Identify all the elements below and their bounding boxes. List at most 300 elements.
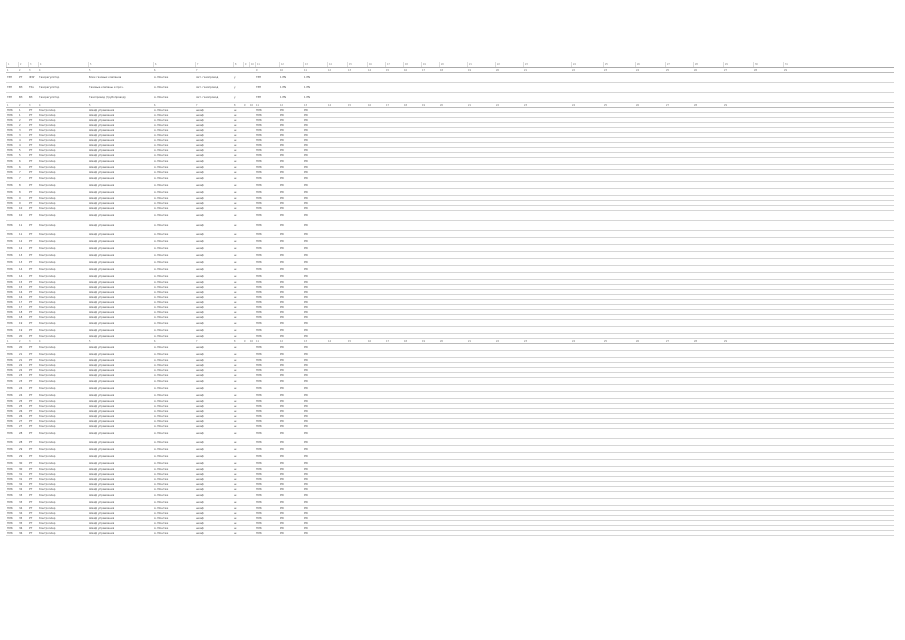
table-cell[interactable]: [403, 424, 421, 428]
table-cell[interactable]: [467, 404, 495, 408]
table-cell[interactable]: [571, 385, 603, 391]
table-cell[interactable]: [347, 368, 367, 372]
table-cell[interactable]: [347, 221, 367, 230]
table-cell[interactable]: PN: [304, 143, 308, 147]
table-cell[interactable]: PN: [280, 300, 284, 304]
table-cell[interactable]: [723, 521, 753, 525]
table-cell[interactable]: РТ: [29, 500, 33, 504]
table-cell[interactable]: [467, 273, 495, 279]
table-cell[interactable]: [347, 516, 367, 520]
table-cell[interactable]: PN: [304, 239, 308, 243]
table-cell[interactable]: шкаф: [196, 379, 204, 383]
table-cell[interactable]: А. Монтаж: [154, 345, 169, 349]
table-cell[interactable]: [571, 487, 603, 491]
table-cell[interactable]: А. Монтаж: [154, 280, 169, 284]
table-cell[interactable]: шкаф: [196, 274, 204, 278]
table-cell[interactable]: ПЛК: [7, 267, 13, 271]
table-cell[interactable]: [467, 334, 495, 338]
table-cell[interactable]: Шкаф управления: [89, 493, 115, 497]
table-cell[interactable]: 22: [19, 368, 23, 372]
table-cell[interactable]: [495, 499, 523, 505]
table-cell[interactable]: [523, 392, 571, 398]
table-cell[interactable]: ПЛК: [256, 290, 262, 294]
table-cell[interactable]: ПЛК: [7, 526, 13, 530]
table-cell[interactable]: [783, 453, 807, 459]
table-cell[interactable]: 20: [440, 103, 443, 107]
table-cell[interactable]: ПЛК: [256, 328, 262, 332]
table-cell[interactable]: 34: [19, 506, 23, 510]
table-cell[interactable]: [495, 108, 523, 112]
table-cell[interactable]: Шкаф управления: [89, 424, 115, 428]
table-cell[interactable]: Шкаф управления: [89, 260, 115, 264]
table-cell[interactable]: [571, 446, 603, 452]
table-cell[interactable]: РТ: [29, 358, 33, 362]
table-cell[interactable]: [385, 506, 403, 510]
table-cell[interactable]: [693, 175, 723, 181]
table-cell[interactable]: ш: [234, 379, 237, 383]
table-cell[interactable]: [367, 165, 385, 169]
table-cell[interactable]: PN: [304, 482, 308, 486]
table-cell[interactable]: ш: [234, 133, 237, 137]
table-cell[interactable]: [467, 429, 495, 438]
table-cell[interactable]: PN: [304, 506, 308, 510]
table-cell[interactable]: [347, 327, 367, 333]
table-cell[interactable]: [421, 165, 439, 169]
table-cell[interactable]: [571, 108, 603, 112]
table-cell[interactable]: [403, 358, 421, 362]
table-cell[interactable]: PN: [280, 153, 284, 157]
table-cell[interactable]: [665, 511, 693, 515]
table-cell[interactable]: [783, 143, 807, 147]
table-cell[interactable]: [571, 153, 603, 157]
table-cell[interactable]: Шкаф управления: [89, 472, 115, 476]
table-cell[interactable]: Шкаф управления: [89, 128, 115, 132]
table-cell[interactable]: [523, 221, 571, 230]
table-cell[interactable]: [421, 526, 439, 530]
table-cell[interactable]: [571, 477, 603, 481]
table-cell[interactable]: А. Монтаж: [154, 300, 169, 304]
table-cell[interactable]: [783, 368, 807, 372]
table-cell[interactable]: Контроллер: [39, 393, 56, 397]
table-cell[interactable]: [403, 385, 421, 391]
column-header-cell[interactable]: 11: [255, 62, 279, 67]
table-cell[interactable]: Шкаф управления: [89, 315, 115, 319]
table-cell[interactable]: [665, 196, 693, 200]
table-cell[interactable]: [523, 453, 571, 459]
table-cell[interactable]: РТ: [29, 232, 33, 236]
table-cell[interactable]: [571, 252, 603, 258]
table-cell[interactable]: [327, 392, 347, 398]
table-cell[interactable]: ш: [234, 358, 237, 362]
table-cell[interactable]: PN: [304, 432, 308, 435]
table-cell[interactable]: [385, 196, 403, 200]
table-cell[interactable]: [421, 158, 439, 164]
table-cell[interactable]: [665, 467, 693, 471]
table-cell[interactable]: [439, 273, 467, 279]
table-cell[interactable]: А. Монтаж: [154, 295, 169, 299]
table-cell[interactable]: Шкаф управления: [89, 290, 115, 294]
table-cell[interactable]: [439, 148, 467, 152]
table-cell[interactable]: 10: [250, 339, 253, 343]
table-cell[interactable]: [467, 506, 495, 510]
table-cell[interactable]: ш: [234, 190, 237, 194]
table-cell[interactable]: ПЛК: [256, 447, 262, 451]
table-cell[interactable]: Шкаф управления: [89, 224, 115, 227]
table-cell[interactable]: PN: [304, 334, 308, 338]
table-cell[interactable]: [327, 385, 347, 391]
table-cell[interactable]: [385, 175, 403, 181]
table-cell[interactable]: Контроллер: [39, 461, 56, 465]
table-cell[interactable]: PN: [280, 414, 284, 418]
table-cell[interactable]: [753, 211, 783, 220]
table-cell[interactable]: [403, 211, 421, 220]
table-cell[interactable]: 12: [19, 239, 23, 243]
table-cell[interactable]: [723, 392, 753, 398]
table-cell[interactable]: [783, 526, 807, 530]
table-cell[interactable]: [403, 300, 421, 304]
table-cell[interactable]: ПЛК: [256, 295, 262, 299]
table-cell[interactable]: ПЛК: [256, 196, 262, 200]
table-cell[interactable]: [347, 182, 367, 188]
table-cell[interactable]: [753, 351, 783, 357]
table-cell[interactable]: А. Монтаж: [154, 176, 169, 180]
table-cell[interactable]: [665, 73, 693, 82]
table-cell[interactable]: PN: [280, 159, 284, 163]
table-cell[interactable]: [635, 460, 665, 466]
table-cell[interactable]: ш: [234, 461, 237, 465]
table-cell[interactable]: 23: [19, 379, 23, 383]
table-cell[interactable]: [347, 472, 367, 476]
table-cell[interactable]: [523, 363, 571, 367]
table-cell[interactable]: [783, 516, 807, 520]
table-cell[interactable]: [523, 273, 571, 279]
column-header-cell[interactable]: 15: [347, 62, 367, 67]
table-cell[interactable]: [327, 206, 347, 210]
table-cell[interactable]: ПЛК: [7, 424, 13, 428]
table-cell[interactable]: шкаф: [196, 310, 204, 314]
table-cell[interactable]: [693, 221, 723, 230]
table-cell[interactable]: [421, 446, 439, 452]
table-cell[interactable]: [495, 378, 523, 384]
table-cell[interactable]: [571, 521, 603, 525]
table-cell[interactable]: ПЛК: [7, 290, 13, 294]
table-cell[interactable]: [693, 300, 723, 304]
table-cell[interactable]: [693, 482, 723, 486]
table-cell[interactable]: А. Монтаж: [154, 133, 169, 137]
table-cell[interactable]: [723, 344, 753, 350]
table-cell[interactable]: А. Монтаж: [154, 113, 169, 117]
table-cell[interactable]: [665, 429, 693, 438]
table-cell[interactable]: PN: [280, 493, 284, 497]
table-cell[interactable]: [753, 487, 783, 491]
table-cell[interactable]: 12: [280, 339, 283, 343]
table-cell[interactable]: [467, 477, 495, 481]
table-cell[interactable]: [385, 453, 403, 459]
table-cell[interactable]: [403, 526, 421, 530]
table-cell[interactable]: ПЛК: [7, 295, 13, 299]
table-cell[interactable]: Контроллер: [39, 153, 56, 157]
table-cell[interactable]: [347, 453, 367, 459]
table-cell[interactable]: Контроллер: [39, 274, 56, 278]
table-cell[interactable]: [495, 487, 523, 491]
table-cell[interactable]: [421, 196, 439, 200]
table-cell[interactable]: ш: [234, 373, 237, 377]
table-cell[interactable]: РТ: [29, 290, 33, 294]
table-cell[interactable]: [723, 363, 753, 367]
table-cell[interactable]: шкаф: [196, 108, 204, 112]
table-cell[interactable]: А. Монтаж: [154, 511, 169, 515]
table-cell[interactable]: [635, 414, 665, 418]
table-cell[interactable]: [421, 189, 439, 195]
table-cell[interactable]: [753, 320, 783, 326]
table-cell[interactable]: [603, 399, 635, 403]
table-cell[interactable]: [403, 259, 421, 265]
table-cell[interactable]: ш: [234, 352, 237, 356]
table-cell[interactable]: [385, 404, 403, 408]
table-cell[interactable]: ш: [234, 196, 237, 200]
table-cell[interactable]: 12: [328, 68, 331, 72]
table-cell[interactable]: шкаф: [196, 409, 204, 413]
table-cell[interactable]: [495, 358, 523, 362]
table-cell[interactable]: [753, 310, 783, 314]
table-cell[interactable]: ПЛК: [256, 305, 262, 309]
table-cell[interactable]: [327, 158, 347, 164]
table-cell[interactable]: [367, 526, 385, 530]
table-cell[interactable]: [665, 310, 693, 314]
table-cell[interactable]: [635, 320, 665, 326]
table-cell[interactable]: Шкаф управления: [89, 190, 115, 194]
table-cell[interactable]: [635, 424, 665, 428]
table-cell[interactable]: [523, 404, 571, 408]
table-cell[interactable]: ПЛК: [7, 414, 13, 418]
table-cell[interactable]: [571, 320, 603, 326]
table-cell[interactable]: [693, 182, 723, 188]
table-cell[interactable]: [327, 531, 347, 535]
table-cell[interactable]: [571, 453, 603, 459]
table-cell[interactable]: Контроллер: [39, 368, 56, 372]
table-cell[interactable]: [783, 73, 807, 82]
table-cell[interactable]: ПЛК: [256, 224, 262, 227]
table-cell[interactable]: [603, 165, 635, 169]
table-cell[interactable]: [495, 419, 523, 423]
table-cell[interactable]: ПЛК: [7, 315, 13, 319]
table-cell[interactable]: [693, 409, 723, 413]
table-cell[interactable]: [635, 399, 665, 403]
table-cell[interactable]: А. Монтаж: [154, 393, 169, 397]
table-cell[interactable]: ПЛК: [7, 201, 13, 205]
table-cell[interactable]: [347, 482, 367, 486]
table-cell[interactable]: [385, 414, 403, 418]
table-cell[interactable]: ш: [234, 176, 237, 180]
table-cell[interactable]: 5: [19, 148, 21, 152]
table-cell[interactable]: [421, 404, 439, 408]
table-cell[interactable]: Контроллер: [39, 246, 56, 250]
table-cell[interactable]: [495, 238, 523, 244]
table-cell[interactable]: ш: [234, 472, 237, 476]
table-cell[interactable]: [385, 170, 403, 174]
table-cell[interactable]: [783, 378, 807, 384]
table-cell[interactable]: [783, 487, 807, 491]
table-cell[interactable]: [603, 409, 635, 413]
table-cell[interactable]: PN: [280, 206, 284, 210]
table-cell[interactable]: [495, 511, 523, 515]
table-cell[interactable]: Контроллер: [39, 487, 56, 491]
table-cell[interactable]: PN: [304, 363, 308, 367]
table-cell[interactable]: РТ: [29, 300, 33, 304]
table-cell[interactable]: [693, 83, 723, 92]
table-cell[interactable]: 21: [468, 103, 471, 107]
table-cell[interactable]: [467, 351, 495, 357]
table-cell[interactable]: [753, 113, 783, 117]
table-cell[interactable]: [523, 477, 571, 481]
table-cell[interactable]: [367, 123, 385, 127]
table-cell[interactable]: Контроллер: [39, 399, 56, 403]
table-cell[interactable]: [385, 221, 403, 230]
table-cell[interactable]: ш: [234, 113, 237, 117]
table-cell[interactable]: PN: [304, 345, 308, 349]
table-cell[interactable]: [467, 123, 495, 127]
table-cell[interactable]: А. Монтаж: [154, 232, 169, 236]
table-cell[interactable]: [523, 252, 571, 258]
table-cell[interactable]: [439, 409, 467, 413]
table-cell[interactable]: [665, 516, 693, 520]
table-cell[interactable]: [665, 133, 693, 137]
table-cell[interactable]: Контроллер: [39, 511, 56, 515]
table-cell[interactable]: [693, 487, 723, 491]
table-cell[interactable]: [327, 499, 347, 505]
table-cell[interactable]: ПЛК: [256, 399, 262, 403]
table-cell[interactable]: [385, 73, 403, 82]
table-cell[interactable]: [753, 170, 783, 174]
table-cell[interactable]: [693, 231, 723, 237]
table-cell[interactable]: [693, 531, 723, 535]
table-cell[interactable]: РТ: [29, 363, 33, 367]
table-cell[interactable]: [693, 477, 723, 481]
table-cell[interactable]: ПЛК: [7, 404, 13, 408]
table-cell[interactable]: [421, 392, 439, 398]
table-cell[interactable]: ПЛК: [256, 176, 262, 180]
table-cell[interactable]: РТ: [29, 159, 33, 163]
table-cell[interactable]: PN: [304, 493, 308, 497]
table-cell[interactable]: 19: [422, 103, 425, 107]
table-cell[interactable]: [421, 231, 439, 237]
table-cell[interactable]: [403, 482, 421, 486]
table-cell[interactable]: [439, 477, 467, 481]
table-cell[interactable]: [571, 429, 603, 438]
table-cell[interactable]: [421, 273, 439, 279]
table-cell[interactable]: PN: [280, 531, 284, 535]
table-cell[interactable]: [367, 118, 385, 122]
table-cell[interactable]: [723, 531, 753, 535]
table-cell[interactable]: 35: [19, 516, 23, 520]
table-cell[interactable]: [467, 521, 495, 525]
table-cell[interactable]: А. Монтаж: [154, 153, 169, 157]
table-cell[interactable]: [753, 344, 783, 350]
table-cell[interactable]: PN: [304, 386, 308, 390]
table-cell[interactable]: шкаф: [196, 334, 204, 338]
table-cell[interactable]: 15: [386, 68, 389, 72]
table-cell[interactable]: 10: [250, 103, 253, 107]
table-cell[interactable]: PN: [304, 224, 308, 227]
table-cell[interactable]: PN: [280, 358, 284, 362]
table-cell[interactable]: [783, 320, 807, 326]
table-cell[interactable]: ТКз: [29, 86, 34, 89]
table-cell[interactable]: [403, 118, 421, 122]
table-cell[interactable]: [327, 189, 347, 195]
table-cell[interactable]: [665, 231, 693, 237]
table-cell[interactable]: [439, 128, 467, 132]
table-cell[interactable]: PN: [280, 285, 284, 289]
table-cell[interactable]: [693, 334, 723, 338]
table-cell[interactable]: Контроллер: [39, 531, 56, 535]
table-cell[interactable]: [385, 385, 403, 391]
table-cell[interactable]: [403, 108, 421, 112]
table-cell[interactable]: [367, 182, 385, 188]
table-cell[interactable]: шкаф: [196, 123, 204, 127]
table-cell[interactable]: PN: [304, 246, 308, 250]
table-cell[interactable]: PN: [280, 454, 284, 458]
table-cell[interactable]: [723, 499, 753, 505]
table-cell[interactable]: 10: [280, 68, 283, 72]
table-cell[interactable]: 21: [19, 352, 23, 356]
table-cell[interactable]: [467, 206, 495, 210]
table-cell[interactable]: [347, 238, 367, 244]
table-cell[interactable]: PN: [280, 138, 284, 142]
table-cell[interactable]: [385, 158, 403, 164]
table-cell[interactable]: [603, 158, 635, 164]
table-cell[interactable]: [603, 526, 635, 530]
table-cell[interactable]: [421, 245, 439, 251]
table-cell[interactable]: [753, 285, 783, 289]
table-cell[interactable]: PN: [304, 310, 308, 314]
table-cell[interactable]: [403, 231, 421, 237]
table-cell[interactable]: [403, 460, 421, 466]
table-cell[interactable]: ПЛК: [7, 454, 13, 458]
table-cell[interactable]: ПЛК: [256, 404, 262, 408]
table-cell[interactable]: [367, 511, 385, 515]
table-cell[interactable]: [723, 252, 753, 258]
table-cell[interactable]: 19: [19, 328, 23, 332]
table-cell[interactable]: [467, 158, 495, 164]
table-cell[interactable]: PN: [280, 511, 284, 515]
table-cell[interactable]: [367, 320, 385, 326]
table-cell[interactable]: [665, 327, 693, 333]
table-cell[interactable]: [635, 334, 665, 338]
table-cell[interactable]: [327, 521, 347, 525]
table-cell[interactable]: ш: [234, 334, 237, 338]
table-cell[interactable]: [783, 305, 807, 309]
table-cell[interactable]: 28: [694, 339, 697, 343]
table-cell[interactable]: [693, 148, 723, 152]
table-cell[interactable]: [523, 499, 571, 505]
table-cell[interactable]: Шкаф управления: [89, 310, 115, 314]
table-cell[interactable]: [367, 252, 385, 258]
table-cell[interactable]: [403, 285, 421, 289]
table-cell[interactable]: [385, 259, 403, 265]
table-cell[interactable]: ГРП: [7, 86, 13, 89]
table-cell[interactable]: РТ: [29, 253, 33, 257]
table-cell[interactable]: PN: [280, 113, 284, 117]
table-cell[interactable]: [439, 206, 467, 210]
table-cell[interactable]: [367, 460, 385, 466]
table-cell[interactable]: [523, 351, 571, 357]
table-cell[interactable]: [665, 221, 693, 230]
table-cell[interactable]: [635, 511, 665, 515]
table-cell[interactable]: [665, 439, 693, 445]
table-cell[interactable]: [635, 487, 665, 491]
table-cell[interactable]: [421, 310, 439, 314]
table-cell[interactable]: [665, 453, 693, 459]
